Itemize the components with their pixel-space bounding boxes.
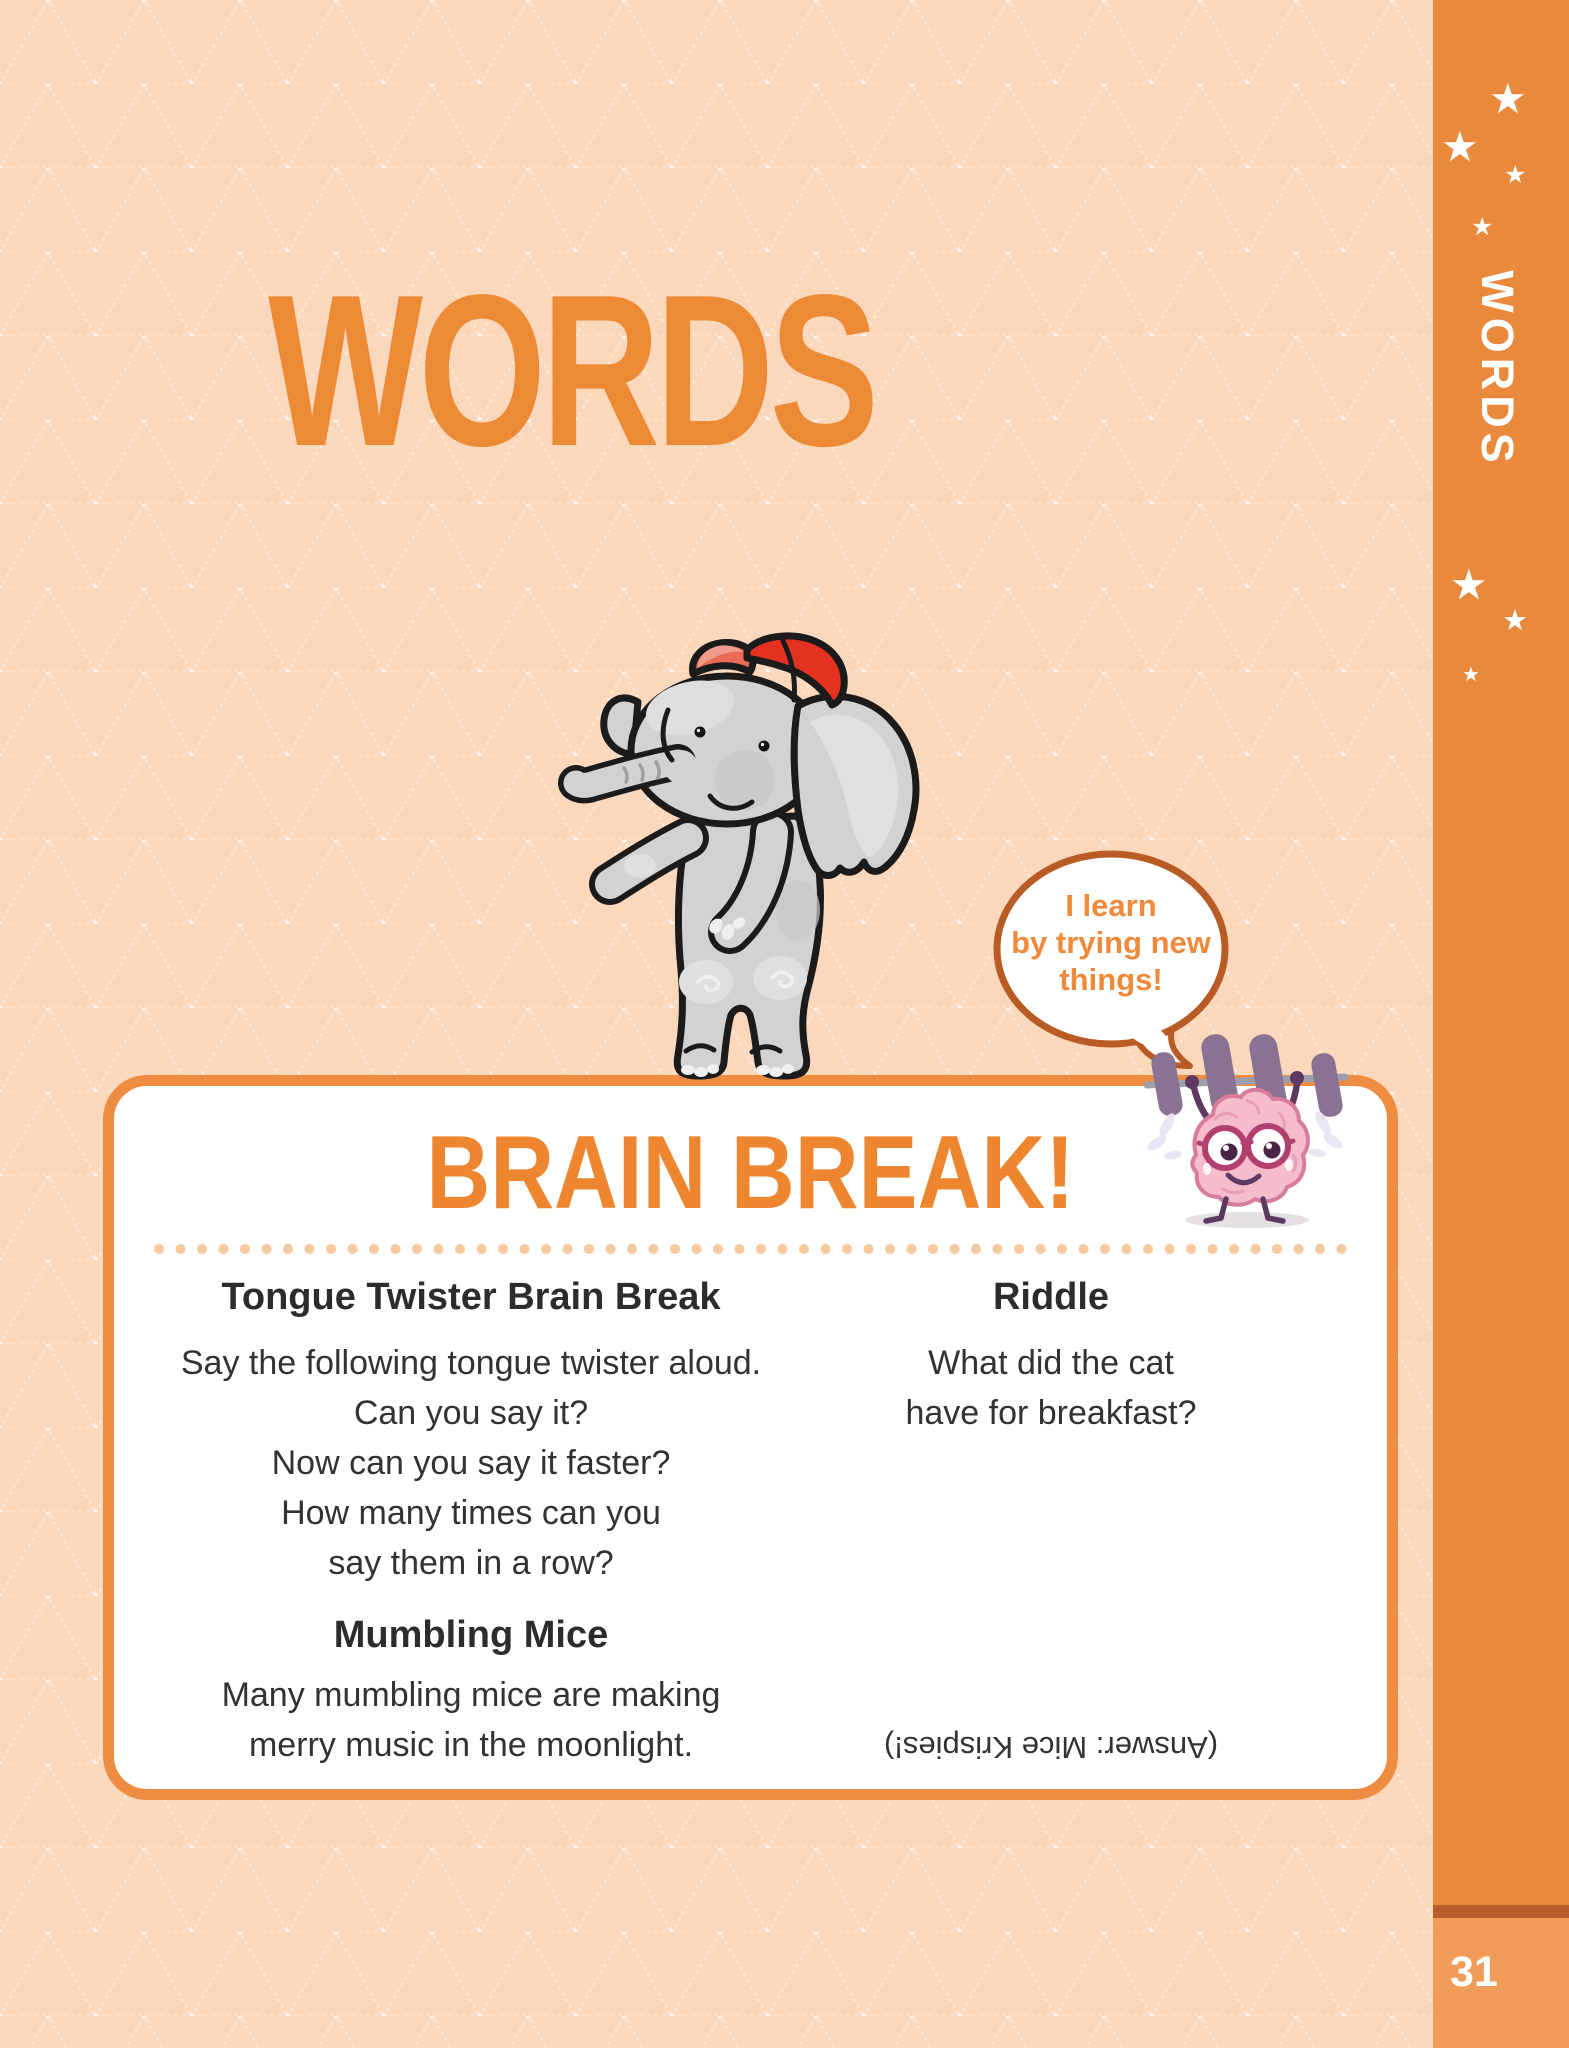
sidebar-footer [1433, 1918, 1569, 2048]
sidebar-divider-band [1433, 1905, 1569, 1918]
section-line: Can you say it? [353, 1394, 589, 1432]
section-line: have for breakfast? [905, 1394, 1197, 1432]
star-icon: ★ [1462, 662, 1480, 686]
section-line: merry music in the moonlight. [248, 1726, 694, 1764]
section-line: Say the following tongue twister aloud. [180, 1344, 762, 1382]
page-number: 31 [1450, 1948, 1498, 1996]
speech-bubble-text [985, 887, 1237, 998]
speech-bubble-line: by trying new [1011, 925, 1211, 960]
section-heading: Riddle [992, 1276, 1110, 1318]
section-line: Many mumbling mice are making [221, 1676, 721, 1714]
section-line: say them in a row? [328, 1544, 614, 1582]
star-icon: ★ [1441, 122, 1479, 171]
star-icon: ★ [1504, 160, 1527, 189]
tongue-twister-section [114, 1274, 828, 1770]
section-line: Now can you say it faster? [271, 1444, 671, 1482]
sidebar-chapter-label: WORDS [1472, 270, 1523, 468]
card-title: BRAIN BREAK! [426, 1115, 1075, 1231]
star-icon: ★ [1450, 560, 1488, 609]
section-line: How many times can you [281, 1494, 661, 1532]
star-icon: ★ [1489, 74, 1527, 123]
page-title: WORDS [268, 249, 875, 491]
section-heading: Mumbling Mice [333, 1614, 609, 1656]
riddle-answer-upside-down: (Answer: Mice Krispies!) [883, 1730, 1219, 1765]
section-line: What did the cat [928, 1344, 1174, 1382]
speech-bubble-line: I learn [1065, 888, 1157, 923]
speech-bubble-line: things! [1059, 962, 1163, 997]
star-icon: ★ [1471, 212, 1494, 241]
section-heading: Tongue Twister Brain Break [221, 1276, 721, 1318]
brain-character-illustration [1095, 1015, 1385, 1285]
elephant-illustration [540, 610, 940, 1080]
sidebar [1433, 0, 1569, 1905]
star-icon: ★ [1502, 603, 1528, 637]
riddle-section [828, 1274, 1274, 1765]
